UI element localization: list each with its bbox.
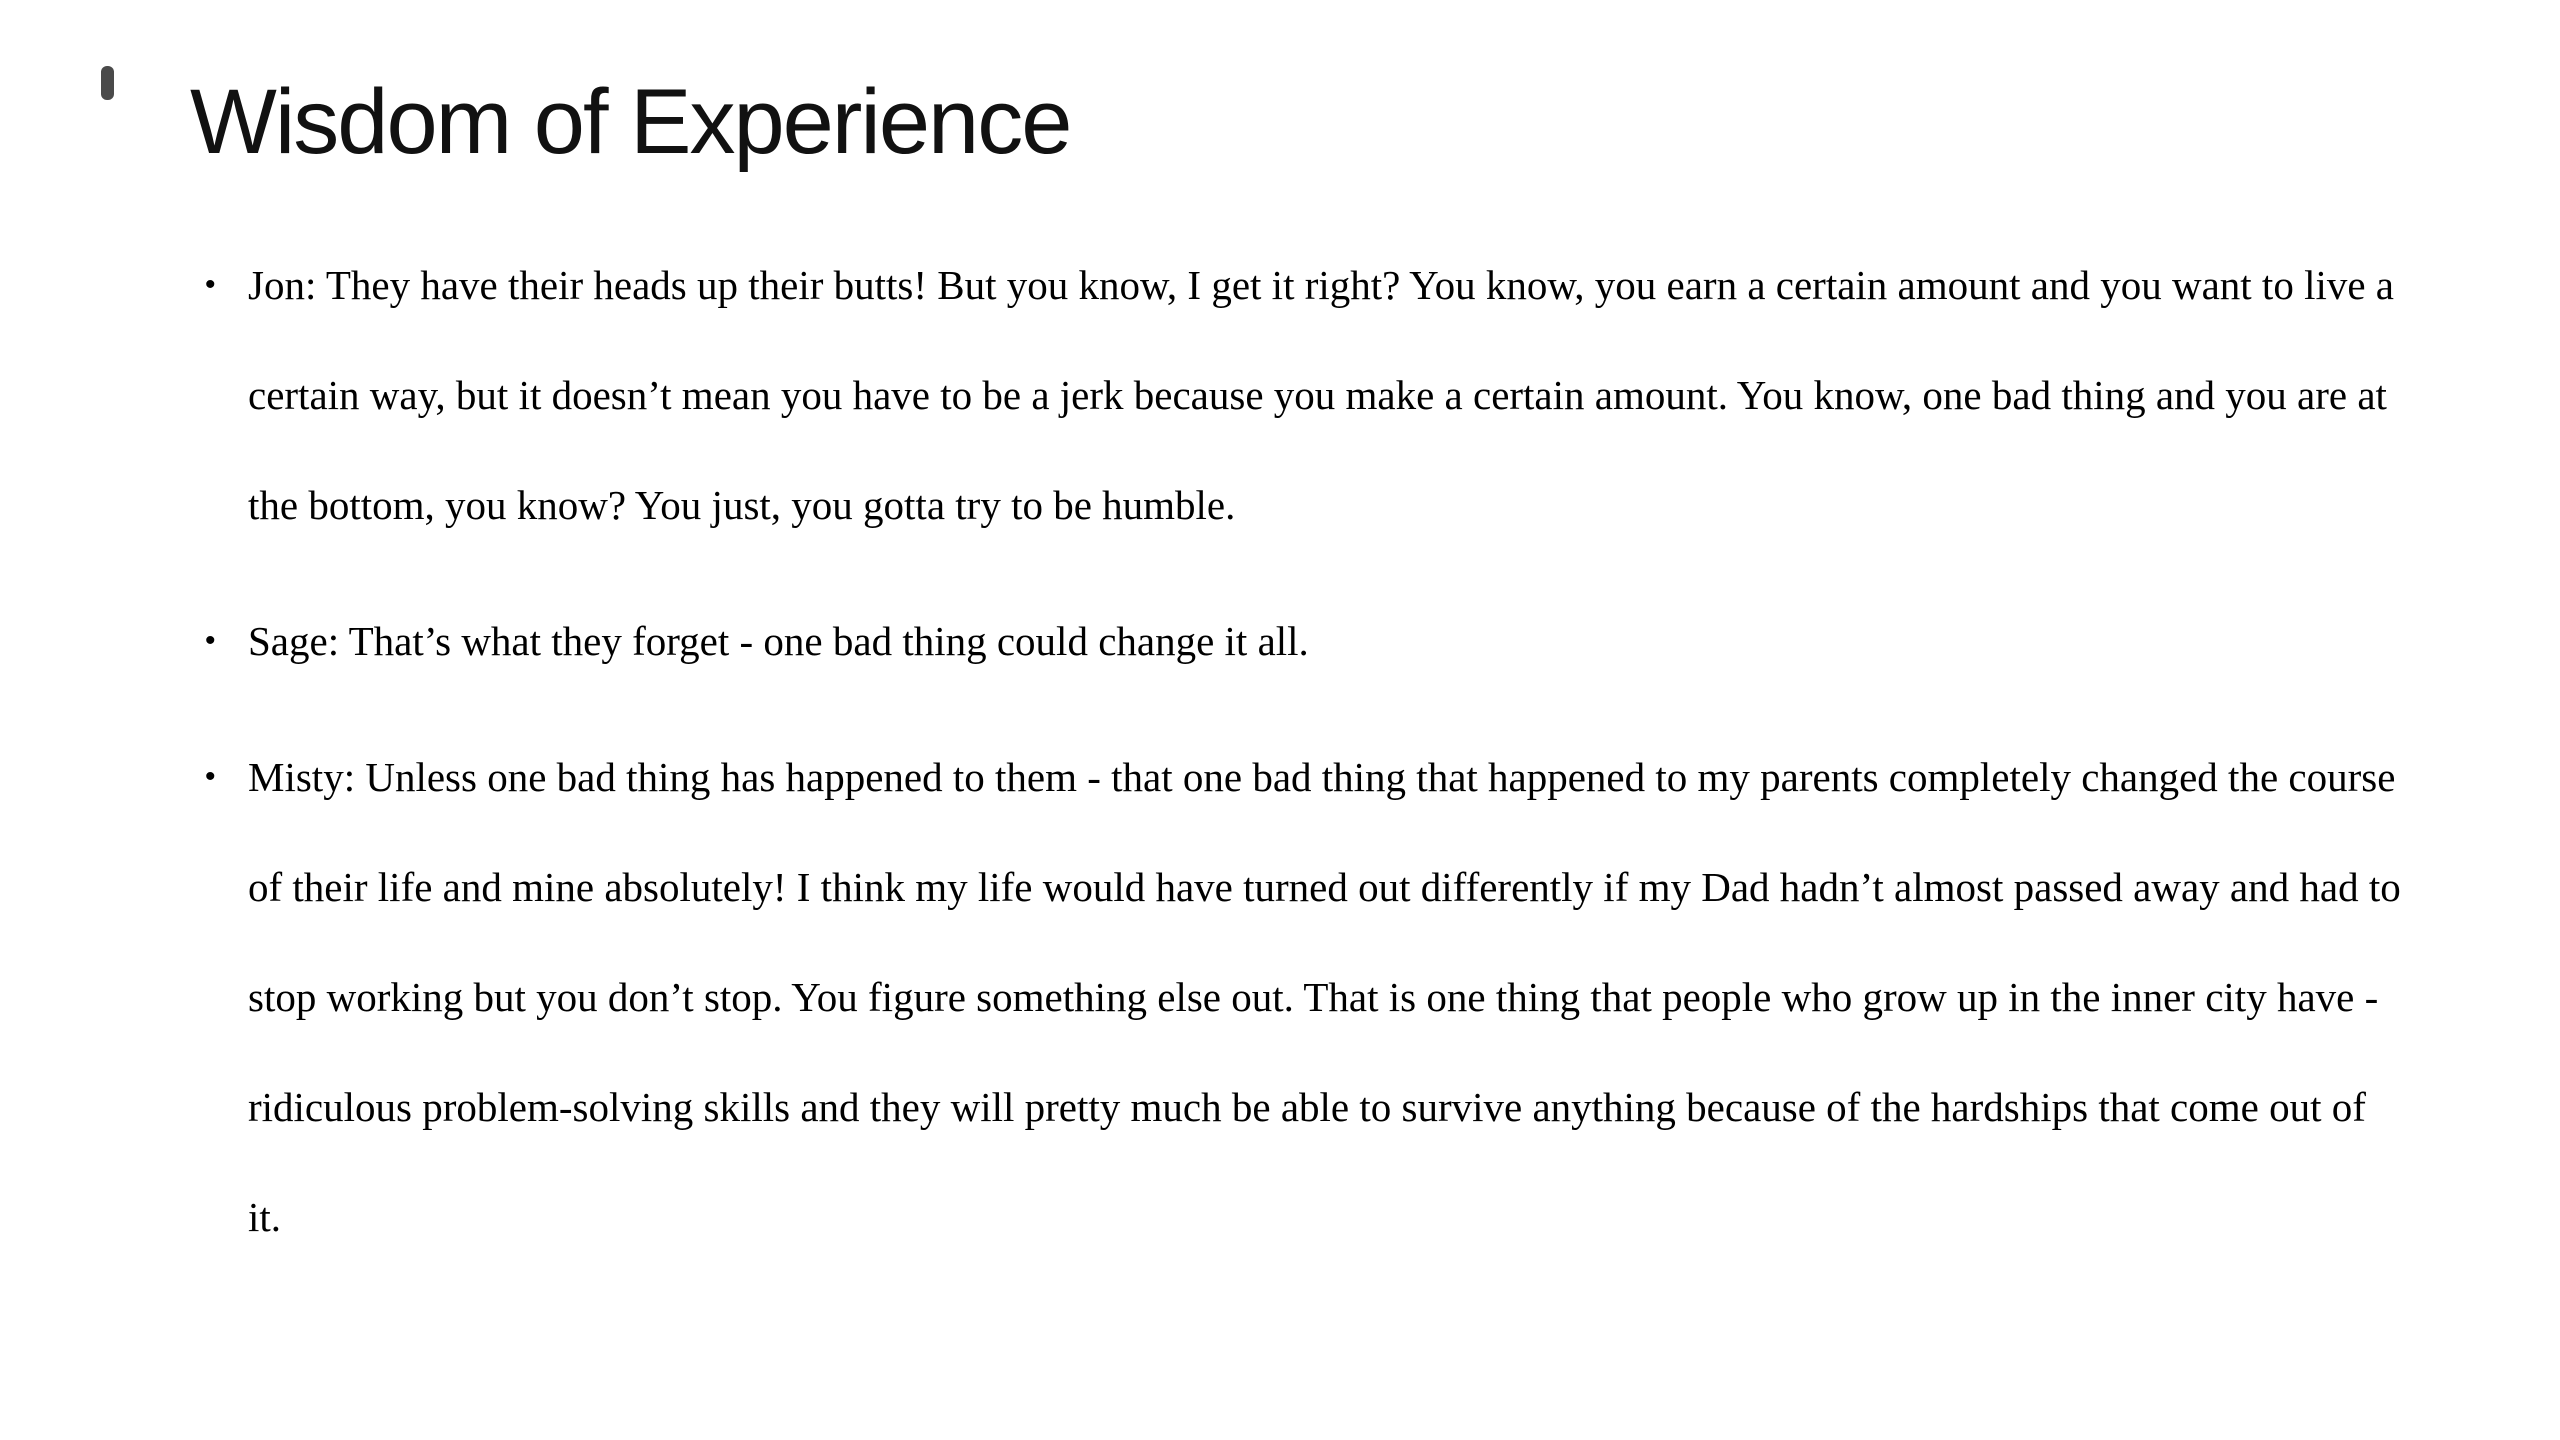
cursor-artifact <box>101 66 114 100</box>
bullet-item-sage <box>205 586 2415 696</box>
bullet-text-sage: Sage: That’s what they forget - one bad thing could change it all. <box>248 618 1309 664</box>
bullet-item-jon <box>205 230 2415 560</box>
bullet-item-misty <box>205 722 2415 1272</box>
bullet-text-jon: Jon: They have their heads up their butts! But you know, I get it right? You know, you earn a certain amount and you want to live a certain way, but it doesn’t mean you have to be a jerk because you make a certain amount. You know, one bad thing and you are at the bottom, you know? You just, you gotta try to be humble. <box>248 262 2394 528</box>
slide-title: Wisdom of Experience <box>190 71 1071 173</box>
bullet-icon: • <box>205 268 216 301</box>
bullet-icon: • <box>205 760 216 793</box>
bullet-icon: • <box>205 624 216 657</box>
bullet-text-misty: Misty: Unless one bad thing has happened to them - that one bad thing that happened to my parents completely changed the course of their life and mine absolutely! I think my life would have turned out differently if my Dad hadn’t almost passed away and had to stop working but you don’t stop. You figure something else out. That is one thing that people who grow up in the inner city have - ridiculous problem-solving skills and they will pretty much be able to survive anything because of the hardships that come out of it. <box>248 754 2401 1240</box>
bullet-list <box>205 230 2415 1298</box>
